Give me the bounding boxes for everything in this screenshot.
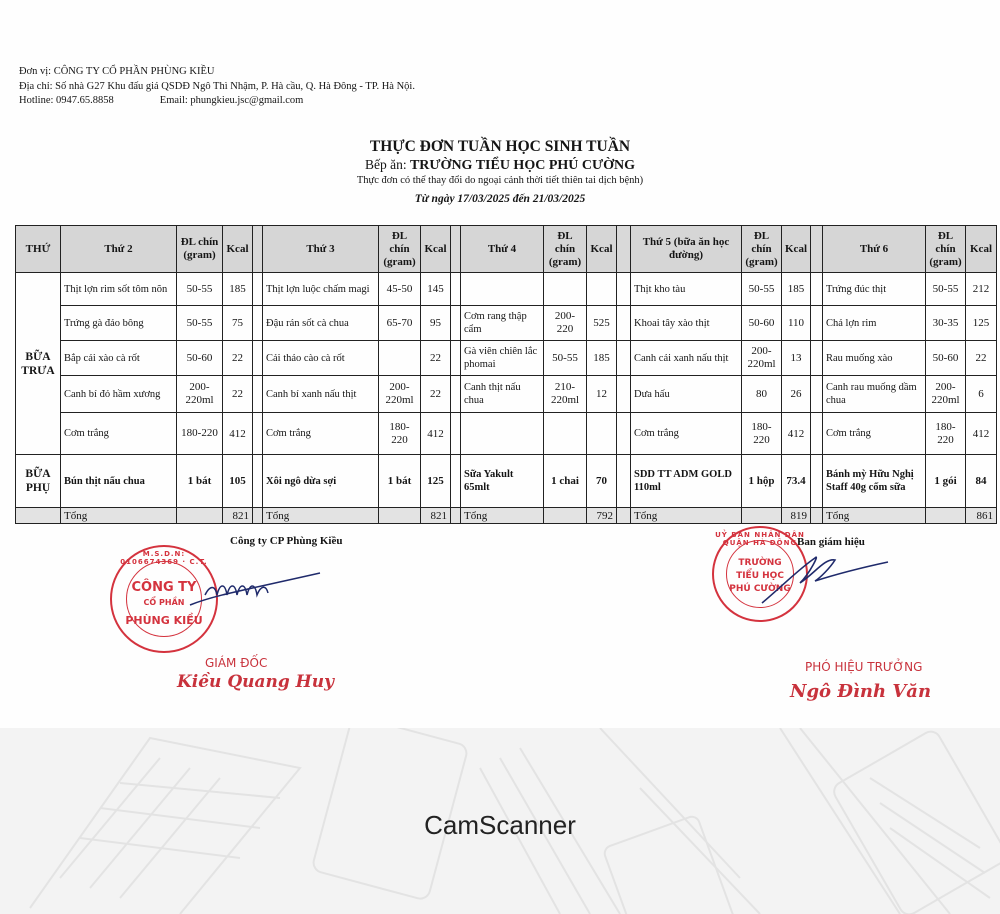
gap-cell bbox=[451, 273, 461, 306]
total-label: Tổng bbox=[263, 508, 379, 524]
org-email: Email: phungkieu.jsc@gmail.com bbox=[159, 95, 304, 106]
table-row bbox=[16, 376, 997, 413]
col-header-dl: ĐL chín (gram) bbox=[742, 226, 782, 273]
gap-cell bbox=[451, 413, 461, 455]
dl-cell: 180-220 bbox=[926, 413, 966, 455]
table-header-row bbox=[16, 226, 997, 273]
dl-cell: 200-220 bbox=[544, 306, 587, 341]
stamp-line-2: TIỂU HỌC bbox=[736, 571, 784, 581]
total-label: Tổng bbox=[631, 508, 742, 524]
col-header-kcal: Kcal bbox=[421, 226, 451, 273]
dish-cell: Thịt lợn luộc chấm magi bbox=[263, 273, 379, 306]
col-header-thu: THỨ bbox=[16, 226, 61, 273]
gap-cell bbox=[811, 341, 823, 376]
gap-cell bbox=[253, 341, 263, 376]
kcal-cell: 412 bbox=[966, 413, 997, 455]
gap-cell bbox=[811, 376, 823, 413]
left-signatory-name: Kiều Quang Huy bbox=[177, 672, 334, 692]
dish-cell: Cơm trắng bbox=[823, 413, 926, 455]
dl-cell: 1 bát bbox=[379, 455, 421, 508]
table-row-snack bbox=[16, 455, 997, 508]
dish-cell: Đậu rán sốt cà chua bbox=[263, 306, 379, 341]
kcal-cell bbox=[587, 413, 617, 455]
kcal-cell: 125 bbox=[421, 455, 451, 508]
dl-cell: 50-55 bbox=[544, 341, 587, 376]
dl-cell: 50-55 bbox=[926, 273, 966, 306]
kcal-cell: 70 bbox=[587, 455, 617, 508]
total-label: Tổng bbox=[823, 508, 926, 524]
gap-cell bbox=[617, 306, 631, 341]
kcal-cell: 22 bbox=[223, 376, 253, 413]
kcal-cell: 145 bbox=[421, 273, 451, 306]
gap-cell bbox=[451, 376, 461, 413]
total-kcal: 819 bbox=[782, 508, 811, 524]
dish-cell: Cơm trắng bbox=[263, 413, 379, 455]
dl-cell: 50-60 bbox=[177, 341, 223, 376]
dl-cell: 200-220ml bbox=[926, 376, 966, 413]
gap-cell bbox=[617, 341, 631, 376]
gap-cell bbox=[811, 306, 823, 341]
table-row bbox=[16, 306, 997, 341]
total-empty bbox=[379, 508, 421, 524]
col-header-day: Thứ 3 bbox=[263, 226, 379, 273]
dish-cell: Khoai tây xào thịt bbox=[631, 306, 742, 341]
camscanner-footer bbox=[0, 728, 1000, 914]
col-header-dl: ĐL chín (gram) bbox=[926, 226, 966, 273]
dl-cell: 50-55 bbox=[177, 273, 223, 306]
dish-cell: Thịt lợn rim sốt tôm nõn bbox=[61, 273, 177, 306]
dish-cell: Canh bí xanh nấu thịt bbox=[263, 376, 379, 413]
dish-cell: Cơm trắng bbox=[61, 413, 177, 455]
total-kcal: 821 bbox=[421, 508, 451, 524]
kcal-cell: 84 bbox=[966, 455, 997, 508]
dish-cell bbox=[461, 413, 544, 455]
stamp-line-2: CỔ PHẦN bbox=[143, 598, 185, 607]
dl-cell: 180-220 bbox=[379, 413, 421, 455]
dl-cell: 200-220ml bbox=[379, 376, 421, 413]
dl-cell bbox=[544, 413, 587, 455]
dl-cell: 200-220ml bbox=[742, 341, 782, 376]
org-hotline: Hotline: 0947.65.8858 bbox=[19, 95, 114, 106]
total-kcal: 861 bbox=[966, 508, 997, 524]
gap-cell bbox=[451, 306, 461, 341]
kitchen-line bbox=[0, 156, 1000, 174]
total-label: Tổng bbox=[61, 508, 177, 524]
document-title: THỰC ĐƠN TUẦN HỌC SINH TUẦN bbox=[369, 138, 631, 155]
right-signatory-role: PHÓ HIỆU TRƯỞNG bbox=[805, 660, 923, 674]
gap-cell bbox=[253, 508, 263, 524]
dl-cell: 1 chai bbox=[544, 455, 587, 508]
gap-cell bbox=[253, 413, 263, 455]
org-info bbox=[19, 65, 415, 109]
dish-cell: Xôi ngô dừa sợi bbox=[263, 455, 379, 508]
kcal-cell: 22 bbox=[966, 341, 997, 376]
col-gap bbox=[451, 226, 461, 273]
total-label: Tổng bbox=[461, 508, 544, 524]
dl-cell: 50-60 bbox=[742, 306, 782, 341]
col-header-day: Thứ 2 bbox=[61, 226, 177, 273]
dish-cell: Canh thịt nấu chua bbox=[461, 376, 544, 413]
dl-cell: 200-220ml bbox=[177, 376, 223, 413]
kcal-cell: 125 bbox=[966, 306, 997, 341]
gap-cell bbox=[253, 376, 263, 413]
kcal-cell: 110 bbox=[782, 306, 811, 341]
col-header-kcal: Kcal bbox=[223, 226, 253, 273]
kcal-cell: 185 bbox=[587, 341, 617, 376]
dl-cell bbox=[544, 273, 587, 306]
right-signatory-org: Ban giám hiệu bbox=[797, 536, 865, 548]
table-row-total bbox=[16, 508, 997, 524]
gap-cell bbox=[811, 413, 823, 455]
dl-cell: 65-70 bbox=[379, 306, 421, 341]
director-signature-icon bbox=[185, 565, 325, 615]
dish-cell: Chả lợn rim bbox=[823, 306, 926, 341]
meal-label-snack: BỮA PHỤ bbox=[16, 455, 61, 508]
dish-cell: Cơm trắng bbox=[631, 413, 742, 455]
total-kcal: 821 bbox=[223, 508, 253, 524]
dl-cell: 180-220 bbox=[177, 413, 223, 455]
kcal-cell: 22 bbox=[421, 341, 451, 376]
dish-cell: Bún thịt nấu chua bbox=[61, 455, 177, 508]
stamp-line-1: TRƯỜNG bbox=[738, 558, 782, 568]
kcal-cell: 95 bbox=[421, 306, 451, 341]
col-header-day: Thứ 5 (bữa ăn học đường) bbox=[631, 226, 742, 273]
kcal-cell: 22 bbox=[421, 376, 451, 413]
meal-label-lunch: BỮA TRƯA bbox=[16, 273, 61, 455]
dl-cell: 50-60 bbox=[926, 341, 966, 376]
dl-cell bbox=[379, 341, 421, 376]
kcal-cell: 12 bbox=[587, 376, 617, 413]
gap-cell bbox=[451, 508, 461, 524]
right-signatory-name: Ngô Đình Văn bbox=[790, 681, 932, 702]
dl-cell: 50-55 bbox=[177, 306, 223, 341]
gap-cell bbox=[253, 455, 263, 508]
gap-cell bbox=[617, 413, 631, 455]
org-unit: Đơn vị: CÔNG TY CỔ PHẦN PHÙNG KIỀU bbox=[19, 66, 215, 77]
dl-cell: 180-220 bbox=[742, 413, 782, 455]
org-address: Địa chỉ: Số nhà G27 Khu đấu giá QSDĐ Ngô Thì Nhậm, P. Hà cầu, Q. Hà Đông - TP. Hà Nội. bbox=[19, 80, 415, 92]
kcal-cell: 6 bbox=[966, 376, 997, 413]
dish-cell: Bắp cải xào cà rốt bbox=[61, 341, 177, 376]
kcal-cell bbox=[587, 273, 617, 306]
kcal-cell: 105 bbox=[223, 455, 253, 508]
dl-cell: 80 bbox=[742, 376, 782, 413]
weekly-menu-table bbox=[15, 225, 997, 524]
total-empty bbox=[177, 508, 223, 524]
kcal-cell: 26 bbox=[782, 376, 811, 413]
dish-cell: Dưa hấu bbox=[631, 376, 742, 413]
dish-cell bbox=[461, 273, 544, 306]
gap-cell bbox=[617, 376, 631, 413]
total-kcal: 792 bbox=[587, 508, 617, 524]
dl-cell: 30-35 bbox=[926, 306, 966, 341]
dish-cell: Canh bí đỏ hầm xương bbox=[61, 376, 177, 413]
kcal-cell: 22 bbox=[223, 341, 253, 376]
kitchen-name: TRƯỜNG TIỂU HỌC PHÚ CƯỜNG bbox=[409, 158, 636, 173]
total-empty bbox=[742, 508, 782, 524]
gap-cell bbox=[253, 273, 263, 306]
dl-cell: 1 bát bbox=[177, 455, 223, 508]
col-header-dl: ĐL chín (gram) bbox=[544, 226, 587, 273]
table-row bbox=[16, 273, 997, 306]
kcal-cell: 412 bbox=[223, 413, 253, 455]
gap-cell bbox=[811, 273, 823, 306]
col-header-dl: ĐL chín (gram) bbox=[177, 226, 223, 273]
dl-cell: 50-55 bbox=[742, 273, 782, 306]
table-row bbox=[16, 413, 997, 455]
dish-cell: Canh cải xanh nấu thịt bbox=[631, 341, 742, 376]
dish-cell: SDD TT ADM GOLD 110ml bbox=[631, 455, 742, 508]
total-empty bbox=[544, 508, 587, 524]
kcal-cell: 212 bbox=[966, 273, 997, 306]
stamp-ring-text: UỶ BAN NHÂN DÂN QUẬN HÀ ĐÔNG bbox=[715, 531, 805, 547]
dish-cell: Rau muống xào bbox=[823, 341, 926, 376]
kitchen-label: Bếp ăn: bbox=[364, 157, 410, 172]
gap-cell bbox=[253, 306, 263, 341]
principal-signature-icon bbox=[760, 548, 890, 608]
total-empty bbox=[16, 508, 61, 524]
stamp-ring-text: M.S.D.N: 0106674369 · C.T. bbox=[120, 550, 208, 566]
col-gap bbox=[811, 226, 823, 273]
gap-cell bbox=[811, 455, 823, 508]
gap-cell bbox=[811, 508, 823, 524]
col-header-kcal: Kcal bbox=[782, 226, 811, 273]
kcal-cell: 13 bbox=[782, 341, 811, 376]
table-row bbox=[16, 341, 997, 376]
dish-cell: Bánh mỳ Hữu Nghị Staff 40g cốm sữa bbox=[823, 455, 926, 508]
gap-cell bbox=[617, 508, 631, 524]
dish-cell: Trứng gà đảo bông bbox=[61, 306, 177, 341]
kcal-cell: 73.4 bbox=[782, 455, 811, 508]
dish-cell: Gà viên chiên lắc phomai bbox=[461, 341, 544, 376]
document-header bbox=[0, 137, 1000, 208]
kcal-cell: 412 bbox=[782, 413, 811, 455]
stamp-line-3: PHÙNG KIỀU bbox=[125, 614, 203, 627]
gap-cell bbox=[617, 455, 631, 508]
camscanner-brand: CamScanner bbox=[424, 810, 576, 840]
org-contact bbox=[19, 94, 415, 109]
col-header-dl: ĐL chín (gram) bbox=[379, 226, 421, 273]
gap-cell bbox=[451, 341, 461, 376]
kcal-cell: 525 bbox=[587, 306, 617, 341]
dl-cell: 1 gói bbox=[926, 455, 966, 508]
col-header-kcal: Kcal bbox=[587, 226, 617, 273]
dish-cell: Trứng đúc thịt bbox=[823, 273, 926, 306]
total-empty bbox=[926, 508, 966, 524]
kcal-cell: 185 bbox=[782, 273, 811, 306]
kcal-cell: 75 bbox=[223, 306, 253, 341]
col-gap bbox=[253, 226, 263, 273]
col-header-kcal: Kcal bbox=[966, 226, 997, 273]
date-range: Từ ngày 17/03/2025 đến 21/03/2025 bbox=[414, 193, 586, 205]
stamp-line-3: PHÚ CƯỜNG bbox=[729, 584, 791, 594]
gap-cell bbox=[617, 273, 631, 306]
menu-note: Thực đơn có thể thay đổi do ngoại cảnh thời tiết thiên tai dịch bệnh) bbox=[356, 175, 644, 186]
dish-cell: Thịt kho tàu bbox=[631, 273, 742, 306]
dish-cell: Cải thảo cào cà rốt bbox=[263, 341, 379, 376]
kcal-cell: 185 bbox=[223, 273, 253, 306]
left-signatory-role: GIÁM ĐỐC bbox=[205, 656, 268, 670]
dish-cell: Canh rau muống dầm chua bbox=[823, 376, 926, 413]
left-signatory-org: Công ty CP Phùng Kiều bbox=[230, 535, 343, 547]
dish-cell: Sữa Yakult 65mlt bbox=[461, 455, 544, 508]
col-header-day: Thứ 6 bbox=[823, 226, 926, 273]
col-gap bbox=[617, 226, 631, 273]
dish-cell: Cơm rang thập cẩm bbox=[461, 306, 544, 341]
gap-cell bbox=[451, 455, 461, 508]
col-header-day: Thứ 4 bbox=[461, 226, 544, 273]
kcal-cell: 412 bbox=[421, 413, 451, 455]
stamp-line-1: CÔNG TY bbox=[131, 580, 197, 595]
dl-cell: 210-220ml bbox=[544, 376, 587, 413]
dl-cell: 45-50 bbox=[379, 273, 421, 306]
dl-cell: 1 hộp bbox=[742, 455, 782, 508]
